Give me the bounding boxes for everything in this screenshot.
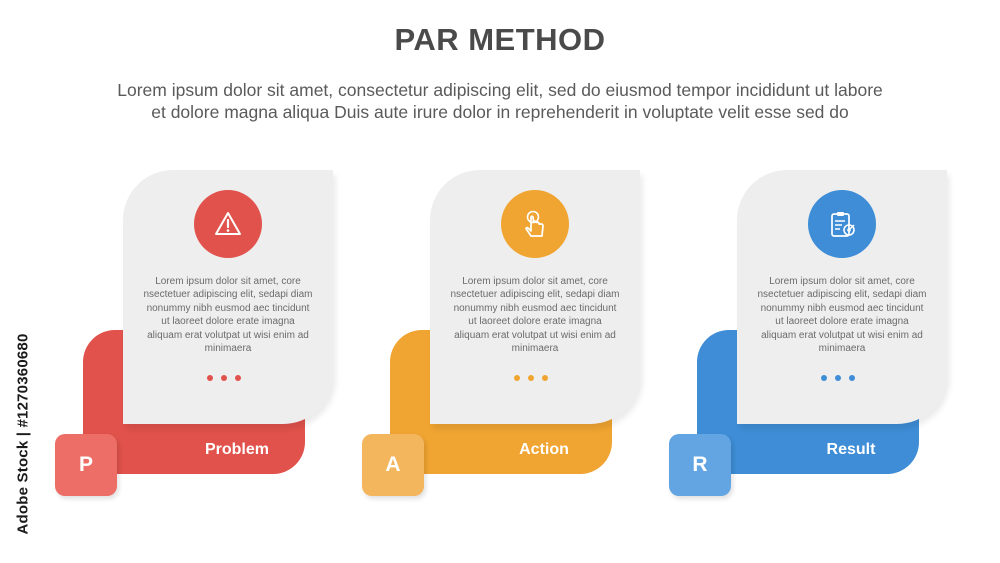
stock-watermark xyxy=(16,318,30,550)
step-label: Result xyxy=(826,441,876,458)
icon-circle xyxy=(808,190,876,258)
warning-triangle-icon xyxy=(211,207,245,241)
watermark-text: Adobe Stock | #1270360680 xyxy=(14,333,32,535)
dot xyxy=(207,375,213,381)
dot xyxy=(221,375,227,381)
letter-badge: R xyxy=(669,434,731,496)
step-action xyxy=(362,0,632,563)
dot xyxy=(849,375,855,381)
step-result xyxy=(669,0,939,563)
dot xyxy=(542,375,548,381)
dots-indicator xyxy=(207,375,247,383)
dot xyxy=(514,375,520,381)
step-body-text: Lorem ipsum dolor sit amet, core nsectetuer adipiscing elit, sedapi diam nonummy nibh eusmod aec tincidunt ut laoreet dolore erate imagna aliquam erat volutpat ut wisi enim ad minimaera xyxy=(450,276,620,355)
hand-pointer-icon xyxy=(518,207,552,241)
subtitle-line-2: et dolore magna aliqua Duis aute irure dolor in reprehenderit in voluptate velit esse sed do xyxy=(151,102,849,122)
subtitle-line-1: Lorem ipsum dolor sit amet, consectetur adipiscing elit, sed do eiusmod tempor incididunt ut labore xyxy=(117,80,883,100)
step-label: Problem xyxy=(204,441,269,458)
page-title: PAR METHOD xyxy=(394,22,606,57)
icon-circle xyxy=(194,190,262,258)
step-body-text: Lorem ipsum dolor sit amet, core nsectetuer adipiscing elit, sedapi diam nonummy nibh eusmod aec tincidunt ut laoreet dolore erate imagna aliquam erat volutpat ut wisi enim ad minimaera xyxy=(143,276,313,355)
dot xyxy=(835,375,841,381)
letter-badge: A xyxy=(362,434,424,496)
step-label: Action xyxy=(519,441,569,458)
dots-indicator xyxy=(514,375,554,383)
step-problem xyxy=(55,0,325,563)
dot xyxy=(235,375,241,381)
letter-badge: P xyxy=(55,434,117,496)
step-body-text: Lorem ipsum dolor sit amet, core nsectetuer adipiscing elit, sedapi diam nonummy nibh eusmod aec tincidunt ut laoreet dolore erate imagna aliquam erat volutpat ut wisi enim ad minimaera xyxy=(757,276,927,355)
icon-circle xyxy=(501,190,569,258)
clipboard-target-icon xyxy=(825,207,859,241)
dot xyxy=(528,375,534,381)
dots-indicator xyxy=(821,375,861,383)
dot xyxy=(821,375,827,381)
